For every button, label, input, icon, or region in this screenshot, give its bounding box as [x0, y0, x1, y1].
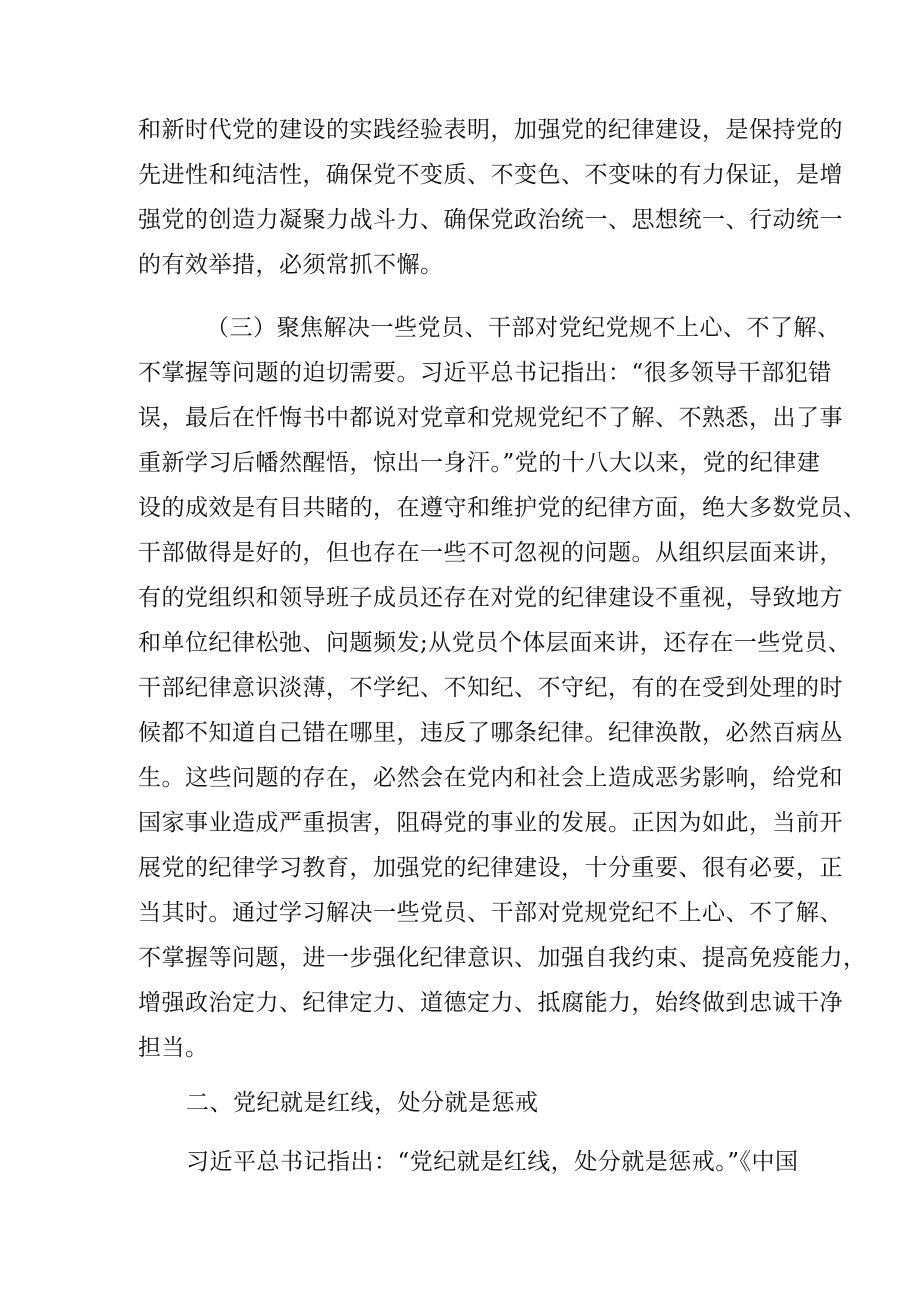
- section-heading: 二、党纪就是红线，处分就是惩戒: [186, 1090, 539, 1116]
- paragraph-first-line: 习近平总书记指出：“党纪就是红线，处分就是惩戒。”《中国: [186, 1149, 799, 1175]
- paragraph-line: 误，最后在忏悔书中都说对党章和党规党纪不了解、不熟悉，出了事: [138, 405, 843, 431]
- paragraph-line: 候都不知道自己错在哪里，违反了哪条纪律。纪律涣散，必然百病丛: [138, 720, 843, 746]
- paragraph-line: 先进性和纯洁性，确保党不变质、不变色、不变味的有力保证，是增: [138, 162, 843, 188]
- paragraph-line: 不掌握等问题的迫切需要。习近平总书记指出：“很多领导干部犯错: [138, 360, 832, 386]
- paragraph-line: 干部做得是好的，但也存在一些不可忽视的问题。从组织层面来讲，: [138, 540, 843, 566]
- paragraph-line: 国家事业造成严重损害，阻碍党的事业的发展。正因为如此，当前开: [138, 810, 843, 836]
- paragraph-line: 担当。: [138, 1035, 209, 1061]
- paragraph-line: 生。这些问题的存在，必然会在党内和社会上造成恶劣影响，给党和: [138, 765, 843, 791]
- paragraph-line: 重新学习后幡然醒悟，惊出一身汗。”党的十八大以来，党的纪律建: [138, 450, 821, 476]
- paragraph-line: 和新时代党的建设的实践经验表明，加强党的纪律建设，是保持党的: [138, 117, 843, 143]
- paragraph-line: 设的成效是有目共睹的，在遵守和维护党的纪律方面，绝大多数党员、: [138, 495, 867, 521]
- paragraph-line: 当其时。通过学习解决一些党员、干部对党规党纪不上心、不了解、: [138, 900, 843, 926]
- paragraph-line: 的有效举措，必须常抓不懈。: [138, 252, 444, 278]
- paragraph-line: 干部纪律意识淡薄，不学纪、不知纪、不守纪，有的在受到处理的时: [138, 675, 843, 701]
- paragraph-line: 有的党组织和领导班子成员还存在对党的纪律建设不重视，导致地方: [138, 585, 843, 611]
- paragraph-line: 增强政治定力、纪律定力、道德定力、抵腐能力，始终做到忠诚干净: [138, 990, 843, 1016]
- paragraph-line: 和单位纪律松弛、问题频发;从党员个体层面来讲，还存在一些党员、: [138, 630, 852, 656]
- paragraph-line: 强党的创造力凝聚力战斗力、确保党政治统一、思想统一、行动统一: [138, 207, 843, 233]
- paragraph-first-line: （三）聚焦解决一些党员、干部对党纪党规不上心、不了解、: [206, 315, 841, 341]
- paragraph-line: 展党的纪律学习教育，加强党的纪律建设，十分重要、很有必要，正: [138, 855, 843, 881]
- paragraph-line: 不掌握等问题，进一步强化纪律意识、加强自我约束、提高免疫能力，: [138, 945, 867, 971]
